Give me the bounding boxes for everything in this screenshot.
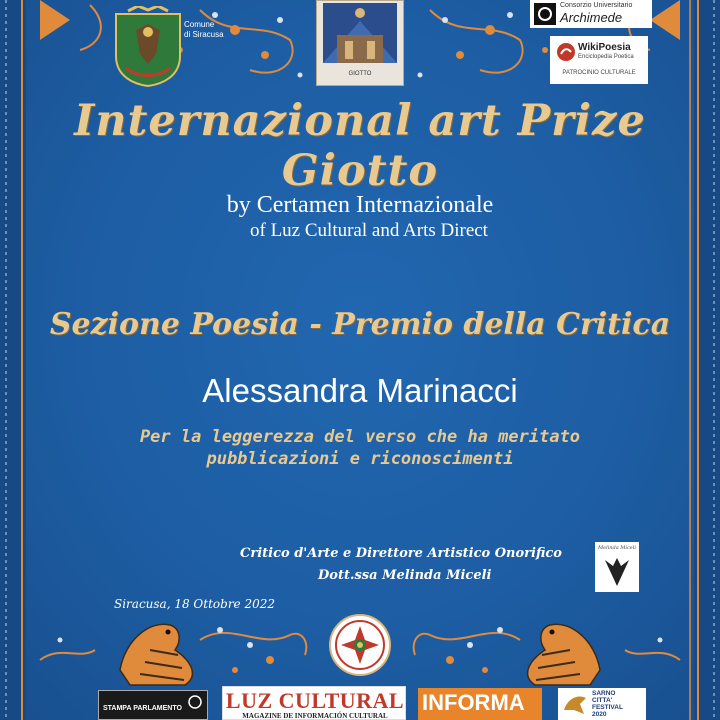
critic-name: Dott.ssa Melinda Miceli [318, 568, 492, 583]
sarno-festival-logo [558, 688, 646, 720]
siracusa-coat-of-arms [108, 6, 188, 88]
motivation-line2: pubblicazioni e riconoscimenti [206, 449, 514, 469]
right-bird-icon [528, 624, 600, 685]
cross-emblem-icon [331, 616, 389, 674]
sarno-text: SARNO CITTA' FESTIVAL 2020 [592, 690, 623, 718]
stampa-icon [187, 695, 203, 709]
of-line: of Luz Cultural and Arts Direct [250, 220, 488, 241]
painting-caption: GIOTTO [348, 71, 372, 77]
wikipoesia-logo [550, 36, 648, 84]
motivation [0, 426, 720, 470]
informa-text: INFORMA [422, 690, 525, 715]
quill-icon [595, 552, 639, 592]
sarno-pegasus-icon [560, 690, 590, 718]
stampa-parlamento-logo [98, 690, 208, 720]
luz-subtitle: MAGAZINE DE INFORMACIÓN CULTURAL [242, 712, 388, 720]
recipient-name: Alessandra Marinacci [202, 372, 518, 409]
archimede-icon [534, 3, 556, 25]
place-date: Siracusa, 18 Ottobre 2022 [114, 597, 276, 611]
informa-logo [418, 688, 542, 720]
certificate-title: Internazional art Prize Giotto [74, 96, 646, 196]
comune-label: Comune di Siracusa [184, 20, 224, 39]
archimede-line2: Archimede [560, 10, 623, 25]
motivation-line1: Per la leggerezza del verso che ha meritato [139, 427, 581, 447]
luz-cultural-logo [222, 686, 406, 720]
section-heading: Sezione Poesia - Premio della Critica [49, 307, 671, 342]
critic-role: Critico d'Arte e Direttore Artistico Onorifico [240, 546, 562, 561]
wikipoesia-title: WikiPoesia [578, 42, 631, 53]
archimede-logo [530, 0, 652, 28]
wikipoesia-patronage: PATROCINIO CULTURALE [562, 70, 636, 76]
giotto-painting-image [316, 0, 404, 86]
melinda-miceli-logo [595, 542, 639, 592]
melinda-logo-text: Melinda Miceli [598, 545, 636, 551]
left-bird-icon [120, 624, 192, 685]
wikipoesia-subtitle: Enciclopedia Poetica [578, 54, 634, 60]
by-line: by Certamen Internazionale [226, 192, 494, 218]
stampa-text: STAMPA PARLAMENTO [103, 705, 182, 712]
certamen-emblem [329, 614, 391, 676]
wikipoesia-icon [556, 42, 576, 62]
archimede-line1: Consorzio Universitario [560, 2, 633, 9]
luz-title: LUZ CULTURAL [225, 688, 405, 713]
